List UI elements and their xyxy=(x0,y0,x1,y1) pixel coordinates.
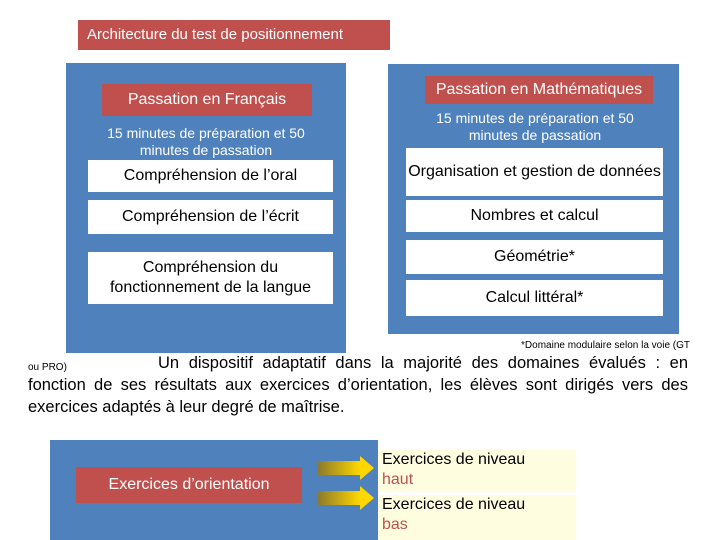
maths-card-geometrie: Géométrie* xyxy=(406,240,663,274)
modular-note: *Domaine modulaire selon la voie (GT xyxy=(521,340,690,351)
francais-duration: 15 minutes de préparation et 50 minutes de passation xyxy=(107,125,305,158)
arrow-to-low xyxy=(318,491,360,505)
maths-title: Passation en Mathématiques xyxy=(425,76,653,104)
maths-card-calcul-litteral: Calcul littéral* xyxy=(406,280,663,316)
level-low-label: Exercices de niveau xyxy=(382,496,526,513)
level-high-sub: haut xyxy=(382,471,414,488)
level-high-box xyxy=(378,450,576,492)
francais-card-ecrit: Compréhension de l’écrit xyxy=(88,200,333,234)
modular-note-continued: ou PRO) xyxy=(28,362,67,373)
level-low-sub: bas xyxy=(382,516,408,533)
adaptive-paragraph: Un dispositif adaptatif dans la majorité des domaines évalués : en fonction de ses résultats aux exercices d’orientation, les élèves sont dirigés vers des exercices adaptés à leur degré de maîtrise. xyxy=(28,354,688,416)
francais-card-langue: Compréhension du fonctionnement de la langue xyxy=(88,252,333,304)
orientation-box: Exercices d’orientation xyxy=(76,467,302,503)
arrow-to-high xyxy=(318,461,360,475)
francais-title: Passation en Français xyxy=(102,84,312,116)
level-low-box xyxy=(378,495,576,540)
level-high-label: Exercices de niveau xyxy=(382,451,526,468)
maths-card-nombres: Nombres et calcul xyxy=(406,200,663,232)
francais-card-oral: Compréhension de l’oral xyxy=(88,160,333,192)
diagram-title: Architecture du test de positionnement xyxy=(78,20,390,50)
maths-card-organisation: Organisation et gestion de données xyxy=(406,148,663,196)
maths-duration: 15 minutes de préparation et 50 minutes de passation xyxy=(436,110,634,143)
